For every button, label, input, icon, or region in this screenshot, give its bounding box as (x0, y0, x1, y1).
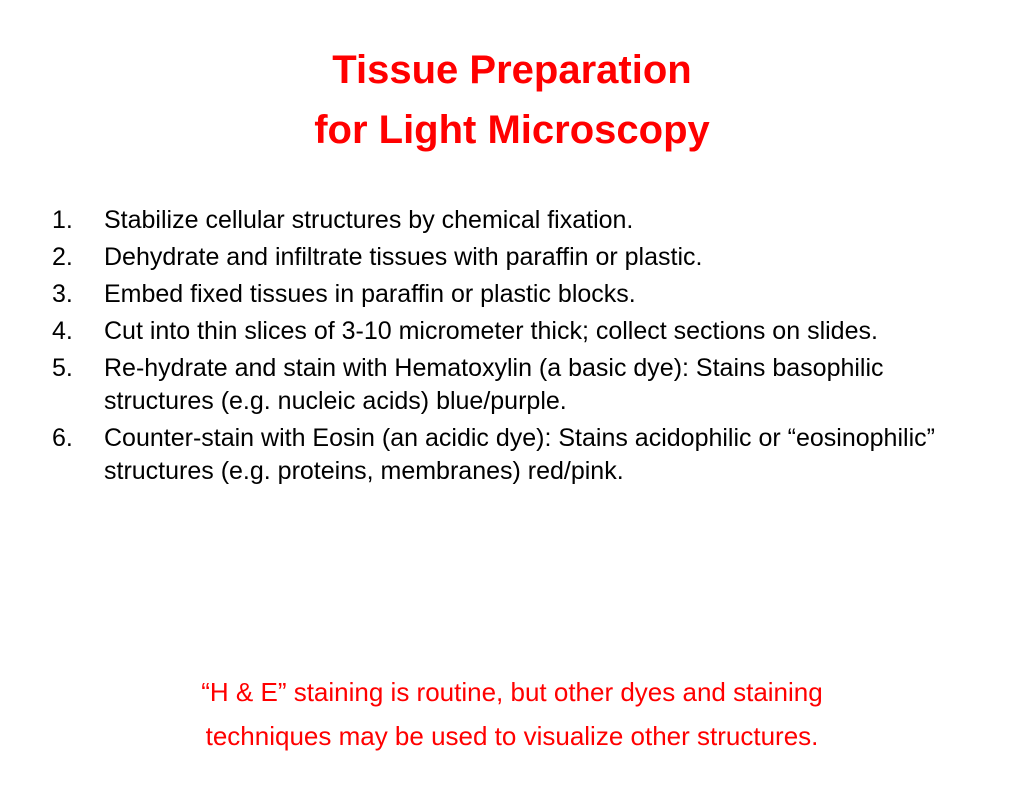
footer-line-2: techniques may be used to visualize other structures. (205, 721, 819, 751)
list-item-number: 1. (52, 206, 73, 234)
list-item-text: Stabilize cellular structures by chemical fixation. (104, 206, 634, 234)
list-item-number: 2. (52, 243, 73, 271)
list-item-text: Counter-stain with Eosin (an acidic dye): Stains acidophilic or “eosinophilic” structures (e.g. proteins, membranes) red/pink. (104, 424, 935, 485)
list-item-text: Cut into thin slices of 3-10 micrometer thick; collect sections on slides. (104, 317, 878, 345)
list-item (52, 278, 972, 311)
list-item (52, 241, 972, 274)
footer-line-1: “H & E” staining is routine, but other dyes and staining (201, 677, 823, 707)
list-item-number: 3. (52, 280, 73, 308)
title-line-1: Tissue Preparation (332, 48, 692, 92)
list-item-number: 6. (52, 424, 73, 452)
footer-note (0, 670, 1024, 758)
steps-list (52, 204, 972, 492)
list-item (52, 422, 972, 488)
list-item-text: Dehydrate and infiltrate tissues with paraffin or plastic. (104, 243, 703, 271)
list-item (52, 204, 972, 237)
list-item-number: 4. (52, 317, 73, 345)
title-line-2: for Light Microscopy (314, 108, 710, 152)
list-item (52, 352, 972, 418)
list-item-number: 5. (52, 354, 73, 382)
list-item (52, 315, 972, 348)
list-item-text: Embed fixed tissues in paraffin or plastic blocks. (104, 280, 636, 308)
list-item-text: Re-hydrate and stain with Hematoxylin (a basic dye): Stains basophilic structures (e.g. nucleic acids) blue/purple. (104, 354, 884, 415)
slide-title (0, 40, 1024, 160)
